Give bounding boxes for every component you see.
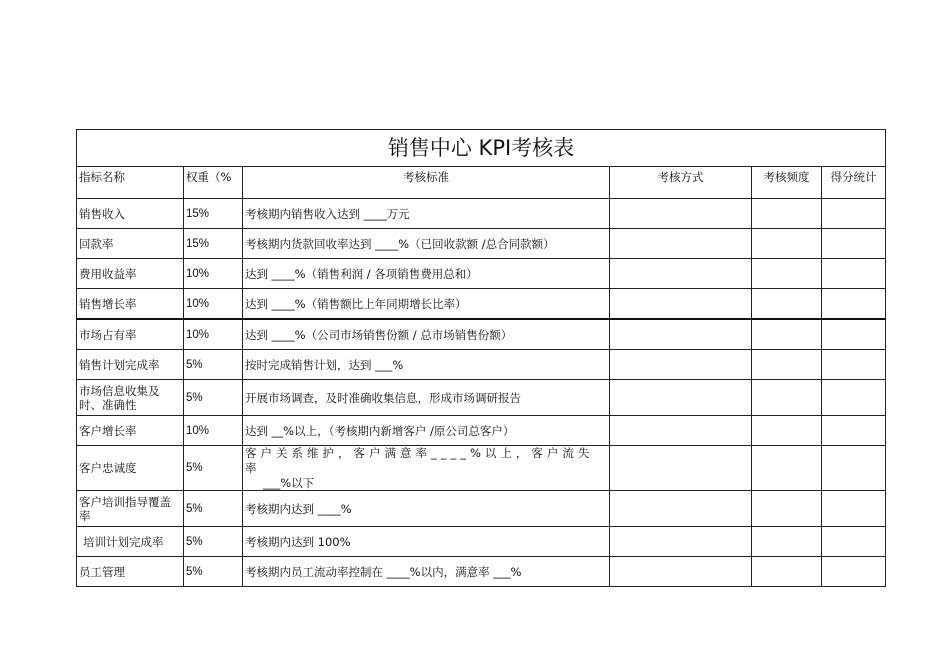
score-cell[interactable] [822, 527, 886, 557]
table-row [77, 491, 886, 527]
table-row [77, 229, 886, 259]
indicator-standard: 达到 ____%（销售利润 / 各项销售费用总和） [243, 259, 610, 289]
indicator-name: 员工管理 [77, 557, 184, 587]
indicator-weight: 10% [184, 416, 243, 446]
indicator-standard [243, 446, 610, 491]
indicator-name: 市场占有率 [77, 319, 184, 350]
header-row [77, 167, 886, 199]
score-cell[interactable] [822, 289, 886, 320]
indicator-weight: 10% [184, 289, 243, 320]
indicator-name [77, 527, 184, 557]
indicator-weight: 5% [184, 446, 243, 491]
indicator-name-text: 培训计划完成率 [83, 534, 164, 549]
method-cell[interactable] [610, 319, 752, 350]
indicator-name: 客户增长率 [77, 416, 184, 446]
score-cell[interactable] [822, 557, 886, 587]
indicator-weight: 5% [184, 527, 243, 557]
indicator-standard: 按时完成销售计划，达到 ___% [243, 350, 610, 380]
frequency-cell[interactable] [752, 446, 822, 491]
indicator-name: 回款率 [77, 229, 184, 259]
indicator-weight: 15% [184, 229, 243, 259]
title-row [77, 130, 886, 167]
method-cell[interactable] [610, 416, 752, 446]
table-row [77, 416, 886, 446]
indicator-name: 市场信息收集及时、准确性 [77, 380, 184, 416]
indicator-standard: 达到 ____%（销售额比上年同期增长比率） [243, 289, 610, 320]
indicator-standard: 考核期内员工流动率控制在 ____%以内，满意率 ___% [243, 557, 610, 587]
indicator-standard: 考核期内销售收入达到 ____万元 [243, 199, 610, 229]
indicator-standard: 考核期内达到 ____% [243, 491, 610, 527]
method-cell[interactable] [610, 380, 752, 416]
table-row [77, 350, 886, 380]
score-cell[interactable] [822, 491, 886, 527]
indicator-name: 销售增长率 [77, 289, 184, 320]
score-cell[interactable] [822, 350, 886, 380]
indicator-weight: 5% [184, 557, 243, 587]
score-cell[interactable] [822, 199, 886, 229]
score-cell[interactable] [822, 380, 886, 416]
indicator-weight: 10% [184, 259, 243, 289]
indicator-weight: 5% [184, 380, 243, 416]
indicator-weight: 10% [184, 319, 243, 350]
method-cell[interactable] [610, 527, 752, 557]
method-cell[interactable] [610, 259, 752, 289]
frequency-cell[interactable] [752, 350, 822, 380]
table-row [77, 446, 886, 491]
method-cell[interactable] [610, 199, 752, 229]
table-row [77, 527, 886, 557]
table-row [77, 289, 886, 320]
frequency-cell[interactable] [752, 229, 822, 259]
indicator-standard: 达到 __%以上，（考核期内新增客户 /原公司总客户） [243, 416, 610, 446]
indicator-weight: 15% [184, 199, 243, 229]
frequency-cell[interactable] [752, 380, 822, 416]
indicator-name: 销售计划完成率 [77, 350, 184, 380]
score-cell[interactable] [822, 446, 886, 491]
frequency-cell[interactable] [752, 319, 822, 350]
header-name: 指标名称 [77, 167, 184, 199]
table-row [77, 259, 886, 289]
indicator-standard: 达到 ____%（公司市场销售份额 / 总市场销售份额） [243, 319, 610, 350]
header-method: 考核方式 [610, 167, 752, 199]
table-row [77, 199, 886, 229]
indicator-name: 费用收益率 [77, 259, 184, 289]
frequency-cell[interactable] [752, 289, 822, 320]
frequency-cell[interactable] [752, 557, 822, 587]
frequency-cell[interactable] [752, 527, 822, 557]
indicator-name: 客户忠诚度 [77, 446, 184, 491]
header-frequency: 考核频度 [752, 167, 822, 199]
indicator-standard: 开展市场调查，及时准确收集信息，形成市场调研报告 [243, 380, 610, 416]
indicator-name: 客户培训指导覆盖率 [77, 491, 184, 527]
table-row [77, 557, 886, 587]
score-cell[interactable] [822, 416, 886, 446]
method-cell[interactable] [610, 350, 752, 380]
score-cell[interactable] [822, 319, 886, 350]
method-cell[interactable] [610, 446, 752, 491]
indicator-standard: 考核期内达到 100% [243, 527, 610, 557]
method-cell[interactable] [610, 491, 752, 527]
indicator-weight: 5% [184, 491, 243, 527]
method-cell[interactable] [610, 229, 752, 259]
frequency-cell[interactable] [752, 491, 822, 527]
frequency-cell[interactable] [752, 259, 822, 289]
score-cell[interactable] [822, 259, 886, 289]
method-cell[interactable] [610, 557, 752, 587]
header-standard: 考核标准 [243, 167, 610, 199]
header-weight: 权重（% [184, 167, 243, 199]
table-row [77, 380, 886, 416]
standard-line-2: ___%以下 [263, 476, 315, 490]
frequency-cell[interactable] [752, 199, 822, 229]
standard-line-1: 客户关系维护，客户满意率____%以上，客户流失率 [245, 446, 594, 475]
indicator-standard: 考核期内货款回收率达到 ____%（已回收款额 /总合同款额） [243, 229, 610, 259]
indicator-weight: 5% [184, 350, 243, 380]
score-cell[interactable] [822, 229, 886, 259]
method-cell[interactable] [610, 289, 752, 320]
kpi-table [76, 129, 886, 587]
indicator-name: 销售收入 [77, 199, 184, 229]
header-score: 得分统计 [822, 167, 886, 199]
frequency-cell[interactable] [752, 416, 822, 446]
table-title: 销售中心 KPI考核表 [77, 130, 886, 167]
table-row [77, 319, 886, 350]
